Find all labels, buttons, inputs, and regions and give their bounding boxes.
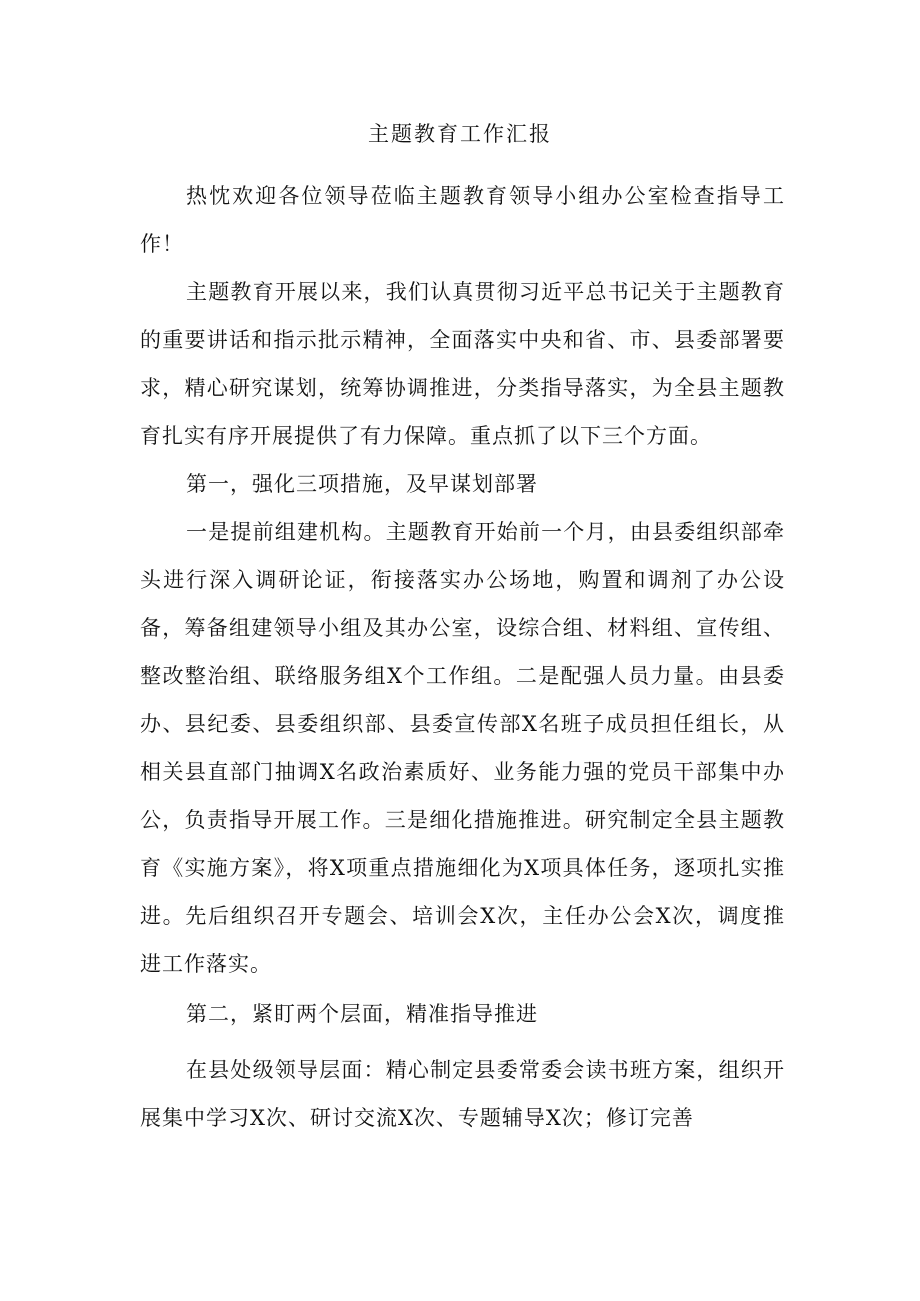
welcome-paragraph: 热忱欢迎各位领导莅临主题教育领导小组办公室检查指导工作！ xyxy=(140,184,785,256)
intro-paragraph: 主题教育开展以来，我们认真贯彻习近平总书记关于主题教育的重要讲话和指示批示精神，全面落实中央和省、市、县委部署要求，精心研究谋划，统筹协调推进，分类指导落实，为全县主题教育扎实有序开展提供了有力保障。重点抓了以下三个方面。 xyxy=(140,280,785,448)
document-title: 主题教育工作汇报 xyxy=(368,122,552,146)
section-first-body: 一是提前组建机构。主题教育开始前一个月，由县委组织部牵头进行深入调研论证，衔接落实办公场地，购置和调剂了办公设备，筹备组建领导小组及其办公室，设综合组、材料组、宣传组、整改整治组、联络服务组X个工作组。二是配强人员力量。由县委办、县纪委、县委组织部、县委宣传部X名班子成员担任组长，从相关县直部门抽调X名政治素质好、业务能力强的党员干部集中办公，负责指导开展工作。三是细化措施推进。研究制定全县主题教育《实施方案》，将X项重点措施细化为X项具体任务，逐项扎实推进。先后组织召开专题会、培训会X次，主任办公会X次，调度推进工作落实。 xyxy=(140,520,785,976)
section-heading-first: 第一，强化三项措施，及早谋划部署 xyxy=(186,472,538,496)
section-heading-second: 第二，紧盯两个层面，精准指导推进 xyxy=(186,1002,538,1026)
section-second-body: 在县处级领导层面：精心制定县委常委会读书班方案，组织开展集中学习X次、研讨交流X次、专题辅导X次；修订完善 xyxy=(140,1058,785,1130)
